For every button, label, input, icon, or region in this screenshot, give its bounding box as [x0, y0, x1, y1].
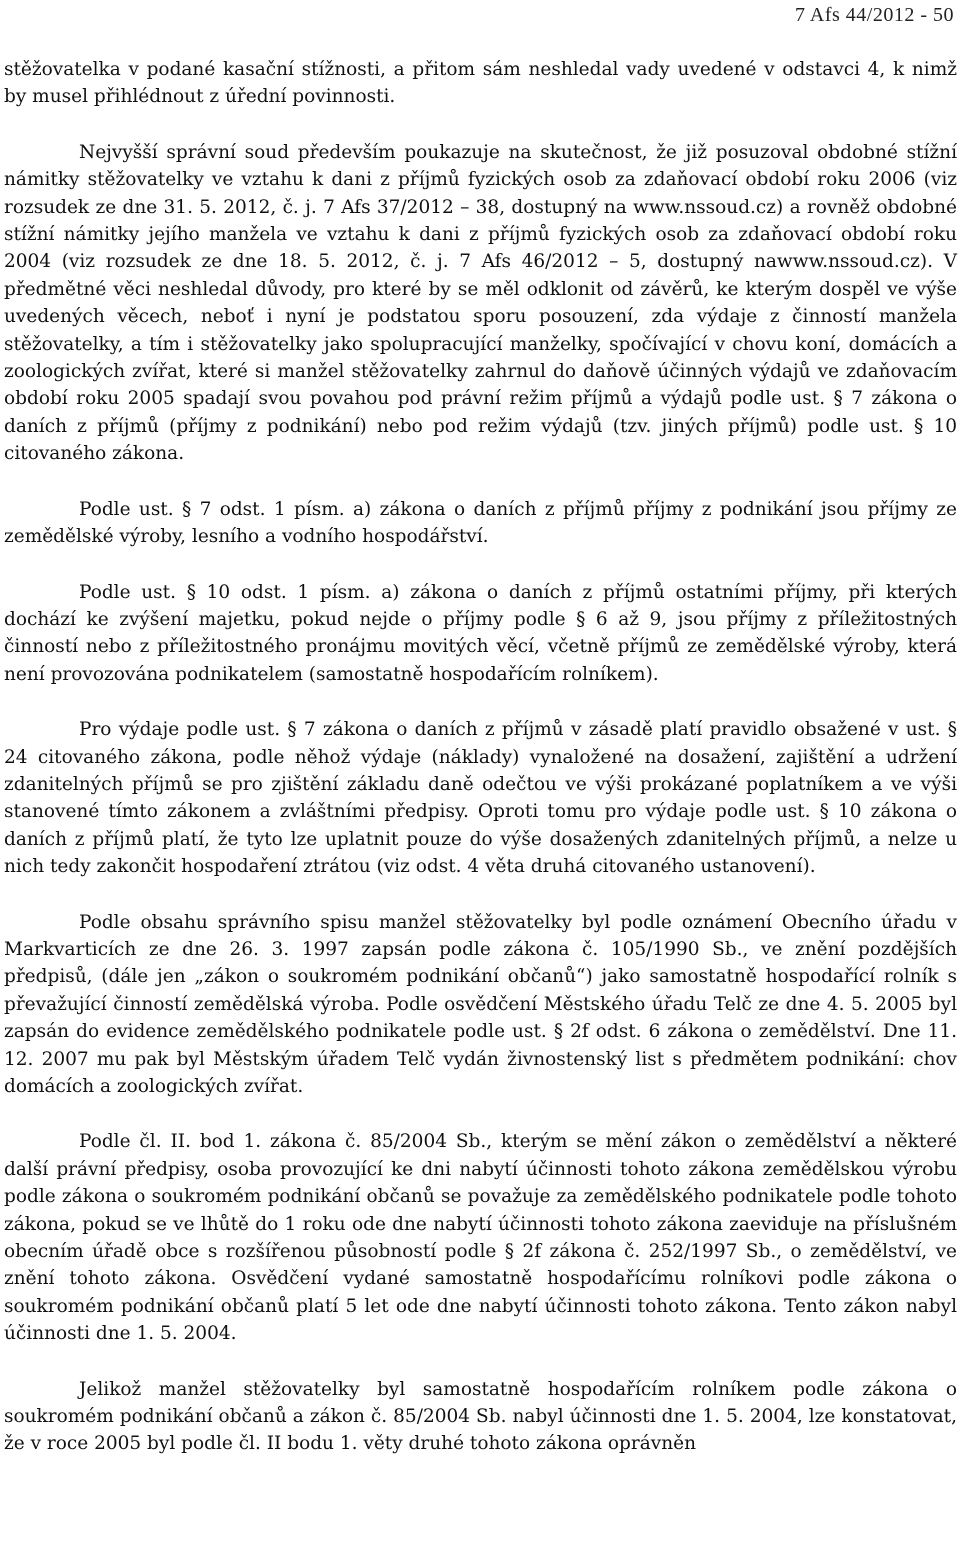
paragraph: Podle obsahu správního spisu manžel stěžovatelky byl podle oznámení Obecního úřadu v Markvarticích ze dne 26. 3. 1997 zapsán podle zákona č. 105/1990 Sb., ve znění pozdějších předpisů, (dále jen „zákon o soukromém podnikání občanů“) jako samostatně hospodařící rolník s převažující činností zemědělská výroba. Podle osvědčení Městského úřadu Telč ze dne 4. 5. 2005 byl zapsán do evidence zemědělského podnikatele podle ust. § 2f odst. 6 zákona o zemědělství. Dne 11. 12. 2007 mu pak byl Městským úřadem Telč vydán živnostenský list s předmětem podnikání: chov domácích a zoologických zvířat. [4, 911, 957, 1097]
paragraph: Jelikož manžel stěžovatelky byl samostatně hospodařícím rolníkem podle zákona o soukromém podnikání občanů a zákon č. 85/2004 Sb. nabyl účinnosti dne 1. 5. 2004, lze konstatovat, že v roce 2005 byl podle čl. II bodu 1. věty druhé tohoto zákona oprávněn [4, 1378, 957, 1455]
paragraph: Podle ust. § 7 odst. 1 písm. a) zákona o daních z příjmů příjmy z podnikání jsou příjmy ze zemědělské výroby, lesního a vodního hospodářství. [4, 498, 957, 548]
case-number-header: 7 Afs 44/2012 - 50 [795, 4, 954, 26]
document-body [4, 56, 957, 1486]
paragraph: Podle čl. II. bod 1. zákona č. 85/2004 Sb., kterým se mění zákon o zemědělství a některé další právní předpisy, osoba provozující ke dni nabytí účinnosti tohoto zákona zemědělskou výrobu podle zákona o soukromém podnikání občanů se považuje za zemědělského podnikatele podle tohoto zákona, pokud se ve lhůtě do 1 roku ode dne nabytí účinnosti tohoto zákona zaeviduje na příslušném obecním úřadě obce s rozšířenou působností podle § 2f zákona č. 252/1997 Sb., o zemědělství, ve znění tohoto zákona. Osvědčení vydané samostatně hospodařícímu rolníkovi podle zákona o soukromém podnikání občanů platí 5 let ode dne nabytí účinnosti tohoto zákona. Tento zákon nabyl účinnosti dne 1. 5. 2004. [4, 1131, 957, 1345]
paragraph: Nejvyšší správní soud především poukazuje na skutečnost, že již posuzoval obdobné stížní námitky stěžovatelky ve vztahu k dani z příjmů fyzických osob za zdaňovací období roku 2006 (viz rozsudek ze dne 31. 5. 2012, č. j. 7 Afs 37/2012 – 38, dostupný na www.nssoud.cz) a rovněž obdobné stížní námitky jejího manžela ve vztahu k dani z příjmů fyzických osob za zdaňovací období roku 2004 (viz rozsudek ze dne 18. 5. 2012, č. j. 7 Afs 46/2012 – 5, dostupný nawww.nssoud.cz). V předmětné věci neshledal důvody, pro které by se měl odklonit od závěrů, ke kterým dospěl ve výše uvedených věcech, neboť i nyní je podstatou sporu posouzení, zda výdaje z činností manžela stěžovatelky, a tím i stěžovatelky jako spolupracující manželky, spočívající v chovu koní, domácích a zoologických zvířat, které si manžel stěžovatelky zahrnul do daňově účinných výdajů ve zdaňovacím období roku 2005 spadají svou povahou pod právní režim příjmů a výdajů podle ust. § 7 zákona o daních z příjmů (příjmy z podnikání) nebo pod režim výdajů (tzv. jiných příjmů) podle ust. § 10 citovaného zákona. [4, 141, 957, 465]
paragraph-continuation: stěžovatelka v podané kasační stížnosti, a přitom sám neshledal vady uvedené v odstavci 4, k nimž by musel přihlédnout z úřední povinnosti. [4, 59, 957, 108]
paragraph: Podle ust. § 10 odst. 1 písm. a) zákona o daních z příjmů ostatními příjmy, při kterých dochází ke zvýšení majetku, pokud nejde o příjmy podle § 6 až 9, jsou příjmy z příležitostných činností nebo z příležitostného pronájmu movitých věcí, včetně příjmů ze zemědělské výroby, která není provozována podnikatelem (samostatně hospodařícím rolníkem). [4, 581, 957, 685]
paragraph: Pro výdaje podle ust. § 7 zákona o daních z příjmů v zásadě platí pravidlo obsažené v ust. § 24 citovaného zákona, podle něhož výdaje (náklady) vynaložené na dosažení, zajištění a udržení zdanitelných příjmů se pro zjištění základu daně odečtou ve výši prokázané poplatníkem a ve výši stanovené tímto zákonem a zvláštními předpisy. Oproti tomu pro výdaje podle ust. § 10 zákona o daních z příjmů platí, že tyto lze uplatnit pouze do výše dosažených zdanitelných příjmů, a nelze u nich tedy zakončit hospodaření ztrátou (viz odst. 4 věta druhá citovaného ustanovení). [4, 719, 957, 878]
